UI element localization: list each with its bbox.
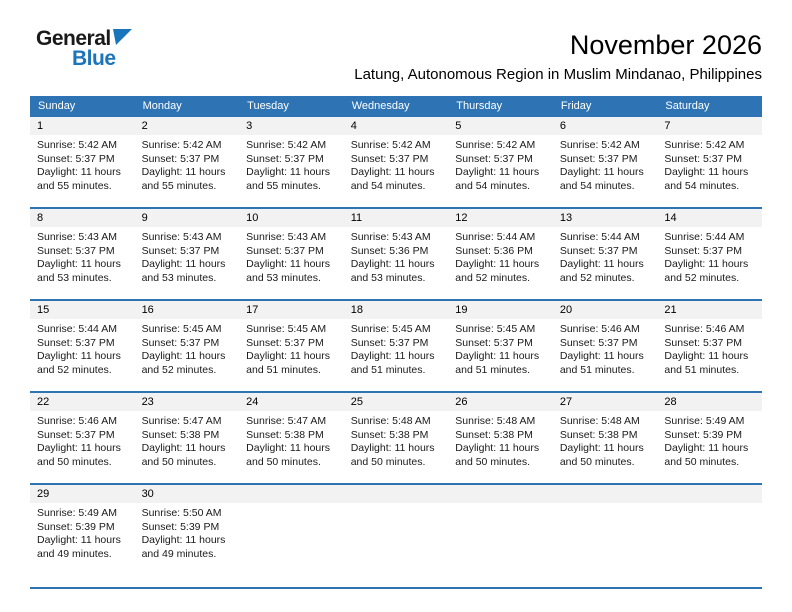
day-info-line: Daylight: 11 hours: [141, 442, 226, 454]
day-number: 27: [553, 393, 658, 411]
day-info-line: Sunrise: 5:45 AM: [455, 323, 536, 335]
day-info-line: Sunset: 5:37 PM: [37, 336, 115, 349]
day-info-line: and 52 minutes.: [664, 271, 740, 284]
day-info: [135, 227, 240, 285]
day-number: 25: [344, 393, 449, 411]
day-info-line: Sunset: 5:37 PM: [664, 336, 743, 349]
day-info: [344, 411, 449, 469]
week-row: [30, 485, 762, 589]
day-number: 24: [239, 393, 344, 411]
day-info-line: and 53 minutes.: [37, 271, 112, 284]
day-number: 23: [135, 393, 240, 411]
day-info-line: Sunrise: 5:44 AM: [455, 231, 536, 243]
day-info-line: Sunrise: 5:42 AM: [350, 139, 431, 151]
day-info-line: Daylight: 11 hours: [350, 258, 435, 270]
day-info: [448, 319, 553, 377]
logo-text-general: General: [36, 27, 111, 50]
day-info-line: Sunrise: 5:47 AM: [246, 415, 327, 427]
day-info: [657, 227, 762, 285]
day-info-line: Sunrise: 5:49 AM: [37, 507, 117, 519]
day-info-line: Daylight: 11 hours: [455, 442, 540, 454]
day-info-line: Sunset: 5:37 PM: [141, 244, 220, 257]
day-cell: [657, 209, 762, 299]
day-info-line: Sunrise: 5:43 AM: [246, 231, 327, 243]
day-info-line: Sunset: 5:37 PM: [455, 152, 533, 165]
day-number: 9: [135, 209, 240, 227]
day-info-line: Sunset: 5:39 PM: [141, 520, 220, 533]
day-cell: [239, 393, 344, 483]
day-number: 8: [30, 209, 135, 227]
day-info-line: and 52 minutes.: [455, 271, 530, 284]
day-info-line: and 53 minutes.: [350, 271, 426, 284]
day-info-line: Sunrise: 5:48 AM: [559, 415, 640, 427]
day-cell: [30, 485, 135, 587]
day-info-line: and 50 minutes.: [141, 455, 217, 468]
day-number: 26: [448, 393, 553, 411]
day-info-line: Sunset: 5:37 PM: [350, 152, 429, 165]
calendar-grid: [30, 96, 762, 589]
day-info-line: Sunset: 5:37 PM: [246, 244, 324, 257]
day-number: 28: [657, 393, 762, 411]
day-info-line: Daylight: 11 hours: [37, 534, 121, 546]
day-info: [657, 135, 762, 193]
calendar-weeks: [30, 117, 762, 589]
day-info: [344, 227, 449, 285]
day-info-line: Sunset: 5:37 PM: [37, 244, 115, 257]
day-info-line: Sunset: 5:37 PM: [350, 336, 429, 349]
day-cell: [239, 117, 344, 207]
weekday-header-cell: Sunday: [38, 100, 76, 112]
day-info-line: and 50 minutes.: [246, 455, 321, 468]
day-cell: [344, 117, 449, 207]
empty-day-cell: [657, 485, 762, 587]
day-info-line: Daylight: 11 hours: [246, 350, 330, 362]
day-info-line: Sunset: 5:37 PM: [664, 244, 743, 257]
day-info-line: Daylight: 11 hours: [455, 166, 540, 178]
day-info-line: and 50 minutes.: [455, 455, 530, 468]
day-info: [553, 135, 658, 193]
day-info-line: Sunset: 5:37 PM: [141, 336, 220, 349]
day-info-line: and 51 minutes.: [559, 363, 635, 376]
day-number: 21: [657, 301, 762, 319]
day-info: [30, 319, 135, 377]
day-info-line: Sunset: 5:37 PM: [559, 152, 638, 165]
day-info: [448, 135, 553, 193]
day-cell: [657, 117, 762, 207]
day-number: 1: [30, 117, 135, 135]
day-number: 15: [30, 301, 135, 319]
day-info-line: Daylight: 11 hours: [37, 258, 121, 270]
day-info-line: Daylight: 11 hours: [141, 258, 226, 270]
day-info-line: Daylight: 11 hours: [559, 350, 644, 362]
day-info-line: Daylight: 11 hours: [141, 350, 226, 362]
day-info-line: Daylight: 11 hours: [246, 258, 330, 270]
day-info: [239, 319, 344, 377]
day-info-line: Daylight: 11 hours: [455, 258, 540, 270]
day-number: 5: [448, 117, 553, 135]
day-info-line: and 55 minutes.: [141, 179, 217, 192]
day-number: 6: [553, 117, 658, 135]
day-info-line: Sunrise: 5:50 AM: [141, 507, 222, 519]
day-number: 18: [344, 301, 449, 319]
day-info-line: Sunset: 5:37 PM: [559, 336, 638, 349]
day-info: [30, 227, 135, 285]
day-number-band: [239, 485, 344, 503]
day-cell: [344, 393, 449, 483]
day-info-line: Sunrise: 5:44 AM: [664, 231, 745, 243]
day-info-line: and 50 minutes.: [350, 455, 426, 468]
day-info: [239, 411, 344, 469]
day-info-line: Sunrise: 5:43 AM: [350, 231, 431, 243]
day-info: [135, 503, 240, 561]
weekday-header-cell: Wednesday: [351, 100, 410, 112]
day-info-line: Sunrise: 5:48 AM: [455, 415, 536, 427]
day-info-line: Sunrise: 5:45 AM: [350, 323, 431, 335]
day-info-line: Daylight: 11 hours: [246, 442, 330, 454]
day-info-line: Sunrise: 5:42 AM: [141, 139, 222, 151]
day-info-line: and 49 minutes.: [37, 547, 112, 560]
day-cell: [553, 393, 658, 483]
day-info-line: Sunrise: 5:44 AM: [559, 231, 640, 243]
day-info-line: Sunrise: 5:46 AM: [664, 323, 745, 335]
day-info-line: Sunrise: 5:42 AM: [559, 139, 640, 151]
day-number: 11: [344, 209, 449, 227]
day-cell: [135, 301, 240, 391]
day-number: 14: [657, 209, 762, 227]
day-number: 22: [30, 393, 135, 411]
day-cell: [135, 209, 240, 299]
page-header: [0, 0, 792, 84]
day-info-line: Sunset: 5:38 PM: [559, 428, 638, 441]
day-info-line: Sunrise: 5:48 AM: [350, 415, 431, 427]
day-number: 19: [448, 301, 553, 319]
day-number: 4: [344, 117, 449, 135]
day-info-line: Sunrise: 5:46 AM: [37, 415, 117, 427]
day-info: [30, 135, 135, 193]
day-info-line: Sunset: 5:39 PM: [664, 428, 743, 441]
day-info-line: Daylight: 11 hours: [455, 350, 540, 362]
day-cell: [344, 301, 449, 391]
day-info: [344, 319, 449, 377]
day-cell: [30, 393, 135, 483]
day-info: [239, 227, 344, 285]
day-cell: [135, 117, 240, 207]
day-info-line: Sunrise: 5:49 AM: [664, 415, 745, 427]
day-info: [30, 503, 135, 561]
day-info: [553, 319, 658, 377]
weekday-header-cell: Tuesday: [247, 100, 289, 112]
day-info-line: Sunrise: 5:46 AM: [559, 323, 640, 335]
day-info-line: and 49 minutes.: [141, 547, 217, 560]
day-info-line: Daylight: 11 hours: [141, 534, 226, 546]
empty-day-cell: [553, 485, 658, 587]
day-info-line: and 51 minutes.: [350, 363, 426, 376]
empty-day-cell: [344, 485, 449, 587]
day-info-line: Daylight: 11 hours: [141, 166, 226, 178]
day-info-line: Sunset: 5:38 PM: [350, 428, 429, 441]
weekday-header-cell: Monday: [142, 100, 182, 112]
day-number: 2: [135, 117, 240, 135]
day-info-line: and 54 minutes.: [559, 179, 635, 192]
day-info-line: and 53 minutes.: [141, 271, 217, 284]
day-info-line: and 50 minutes.: [37, 455, 112, 468]
day-info-line: Daylight: 11 hours: [37, 442, 121, 454]
day-info-line: and 54 minutes.: [455, 179, 530, 192]
day-info-line: Daylight: 11 hours: [37, 350, 121, 362]
day-info-line: and 51 minutes.: [664, 363, 740, 376]
day-info: [553, 411, 658, 469]
day-info-line: Daylight: 11 hours: [350, 166, 435, 178]
day-info-line: Sunset: 5:37 PM: [37, 152, 115, 165]
day-info: [553, 227, 658, 285]
day-info: [657, 319, 762, 377]
day-info-line: and 51 minutes.: [246, 363, 321, 376]
day-info: [344, 135, 449, 193]
day-cell: [135, 393, 240, 483]
day-number: 20: [553, 301, 658, 319]
day-info-line: Daylight: 11 hours: [246, 166, 330, 178]
day-info-line: and 54 minutes.: [664, 179, 740, 192]
day-info-line: Sunset: 5:38 PM: [246, 428, 324, 441]
day-cell: [30, 209, 135, 299]
calendar-location-subtitle: Latung, Autonomous Region in Muslim Mindanao, Philippines: [354, 66, 762, 83]
day-number: 10: [239, 209, 344, 227]
day-cell: [239, 209, 344, 299]
day-info: [448, 227, 553, 285]
day-info-line: Daylight: 11 hours: [559, 442, 644, 454]
day-info-line: and 52 minutes.: [37, 363, 112, 376]
weekday-header-cell: Friday: [560, 100, 592, 112]
day-cell: [448, 117, 553, 207]
day-info-line: Daylight: 11 hours: [559, 166, 644, 178]
day-info-line: Sunrise: 5:42 AM: [455, 139, 536, 151]
day-number: 7: [657, 117, 762, 135]
weekday-header-row: [30, 96, 762, 117]
day-info-line: Sunset: 5:37 PM: [246, 152, 324, 165]
day-cell: [657, 301, 762, 391]
day-info: [448, 411, 553, 469]
week-row: [30, 393, 762, 485]
day-info-line: Sunset: 5:37 PM: [455, 336, 533, 349]
day-info-line: Sunset: 5:36 PM: [455, 244, 533, 257]
day-info-line: Sunrise: 5:44 AM: [37, 323, 117, 335]
day-info-line: Sunrise: 5:47 AM: [141, 415, 222, 427]
day-info-line: Sunset: 5:38 PM: [141, 428, 220, 441]
day-cell: [135, 485, 240, 587]
day-info: [239, 135, 344, 193]
day-info-line: and 55 minutes.: [37, 179, 112, 192]
day-info-line: Sunrise: 5:45 AM: [246, 323, 327, 335]
day-info-line: and 55 minutes.: [246, 179, 321, 192]
day-cell: [553, 117, 658, 207]
day-info-line: Sunrise: 5:43 AM: [37, 231, 117, 243]
general-blue-logo: [36, 28, 133, 69]
day-number-band: [448, 485, 553, 503]
day-info-line: Sunset: 5:37 PM: [141, 152, 220, 165]
weekday-header-cell: Thursday: [456, 100, 503, 112]
day-info-line: Sunset: 5:37 PM: [664, 152, 743, 165]
day-info-line: Sunset: 5:37 PM: [559, 244, 638, 257]
day-number: 17: [239, 301, 344, 319]
day-cell: [344, 209, 449, 299]
day-number: 30: [135, 485, 240, 503]
day-number: 16: [135, 301, 240, 319]
day-info-line: Daylight: 11 hours: [664, 350, 749, 362]
day-info-line: Daylight: 11 hours: [559, 258, 644, 270]
empty-day-cell: [239, 485, 344, 587]
day-info-line: Sunrise: 5:43 AM: [141, 231, 222, 243]
day-cell: [448, 209, 553, 299]
day-info-line: Sunrise: 5:42 AM: [664, 139, 745, 151]
day-info-line: and 54 minutes.: [350, 179, 426, 192]
day-info-line: Sunset: 5:38 PM: [455, 428, 533, 441]
day-info: [135, 411, 240, 469]
calendar-month-title: November 2026: [569, 30, 762, 60]
day-info: [135, 135, 240, 193]
weekday-header-cell: Saturday: [665, 100, 710, 112]
day-info-line: and 52 minutes.: [141, 363, 217, 376]
day-info-line: Sunset: 5:39 PM: [37, 520, 115, 533]
day-info: [135, 319, 240, 377]
week-row: [30, 301, 762, 393]
day-info-line: Sunset: 5:37 PM: [246, 336, 324, 349]
day-number-band: [657, 485, 762, 503]
day-info-line: Sunrise: 5:42 AM: [246, 139, 327, 151]
day-cell: [30, 301, 135, 391]
day-info-line: Daylight: 11 hours: [37, 166, 121, 178]
day-cell: [239, 301, 344, 391]
day-number-band: [553, 485, 658, 503]
day-info-line: and 52 minutes.: [559, 271, 635, 284]
day-number: 12: [448, 209, 553, 227]
day-info-line: and 51 minutes.: [455, 363, 530, 376]
day-cell: [553, 301, 658, 391]
day-cell: [448, 301, 553, 391]
day-info: [657, 411, 762, 469]
day-info-line: Daylight: 11 hours: [664, 166, 749, 178]
day-number: 13: [553, 209, 658, 227]
day-cell: [657, 393, 762, 483]
day-info-line: Daylight: 11 hours: [350, 442, 435, 454]
day-info-line: Sunset: 5:36 PM: [350, 244, 429, 257]
day-info-line: Daylight: 11 hours: [350, 350, 435, 362]
empty-day-cell: [448, 485, 553, 587]
day-info-line: Sunset: 5:37 PM: [37, 428, 115, 441]
day-info-line: Daylight: 11 hours: [664, 258, 749, 270]
day-info-line: Daylight: 11 hours: [664, 442, 749, 454]
day-cell: [553, 209, 658, 299]
day-cell: [30, 117, 135, 207]
day-cell: [448, 393, 553, 483]
day-info-line: and 50 minutes.: [664, 455, 740, 468]
week-row: [30, 117, 762, 209]
day-number: 29: [30, 485, 135, 503]
day-info-line: and 53 minutes.: [246, 271, 321, 284]
day-number-band: [344, 485, 449, 503]
week-row: [30, 209, 762, 301]
day-info-line: Sunrise: 5:45 AM: [141, 323, 222, 335]
day-info: [30, 411, 135, 469]
title-block: [354, 28, 762, 84]
logo-text-blue: Blue: [72, 47, 116, 70]
day-info-line: and 50 minutes.: [559, 455, 635, 468]
logo-triangle-icon: [113, 29, 133, 50]
day-info-line: Sunrise: 5:42 AM: [37, 139, 117, 151]
day-number: 3: [239, 117, 344, 135]
